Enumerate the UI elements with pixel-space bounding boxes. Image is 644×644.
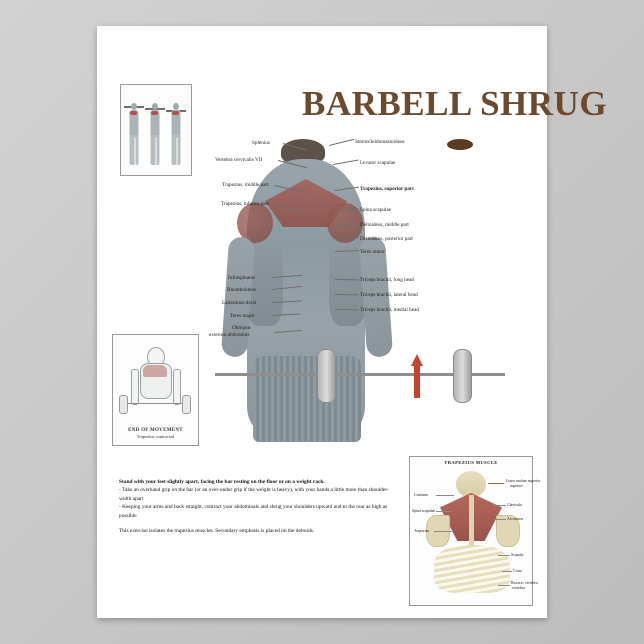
inset-label-clavicula: Clavicula (507, 503, 522, 507)
trapezius-inset-title: TRAPEZIUS MUSCLE (444, 460, 498, 465)
inset-label-spina-scapulae: Spina scapulae (412, 509, 436, 513)
figure-end-of-movement (112, 334, 199, 446)
mini-figure-1 (126, 95, 142, 169)
inset-label-thoracic-2: vertebra (512, 586, 525, 590)
figure-caption-title: END OF MOVEMENT (128, 427, 183, 433)
instructions-bullet-1: - Take an overhand grip on the bar (or an over-under grip if the weight is heavy), with your hands a little more than shoulder-width apart (119, 487, 389, 502)
shorts-shape (253, 356, 361, 442)
label-trapezius-superior: Trapezius, superior part (360, 186, 414, 192)
label-obliquus-externus-1: Obliquus (232, 325, 252, 331)
figure-exercise-sequence (120, 84, 192, 176)
inset-label-trapezius: Trapezius (414, 529, 430, 533)
barbell-plate-left (317, 349, 336, 403)
label-sternocleidomastoideus: Sternocleidomastoideus (355, 139, 405, 145)
inset-label-linea-nuchae-2: superior (510, 484, 523, 488)
inset-label-scapula: Scapula (511, 553, 524, 557)
label-infraspinatus: Infraspinatus (228, 275, 256, 281)
inset-label-thoracic: Thoracic vertebra (510, 581, 538, 585)
label-latissimus-dorsi: Latissimus dorsi (222, 300, 257, 306)
label-triceps-medial-head: Triceps brachii, medial head (360, 307, 419, 313)
label-trapezius-inferior: Trapezius, inferior part (221, 201, 269, 207)
mini-figure-2 (147, 95, 163, 169)
label-triceps-lateral-head: Triceps brachii, lateral head (360, 292, 418, 298)
instructions-lead: Stand with your feet slightly apart, facing the bar resting on the floor or on a weight rack. (119, 479, 325, 485)
page-title: BARBELL SHRUG (302, 84, 608, 123)
brown-ellipse-marker (447, 139, 473, 150)
trapezius-inset-panel (409, 456, 541, 606)
label-triceps-long-head: Triceps brachii, long head (360, 277, 414, 283)
inset-label-costa: Costa (513, 569, 522, 573)
label-obliquus-externus-2: externus abdominis (209, 332, 250, 338)
label-vertebra-cervicalis: Vertebra cervicalis VII (215, 157, 263, 163)
figure-caption (113, 427, 198, 441)
mini-figure-3 (168, 95, 184, 169)
poster-sheet (97, 26, 608, 618)
barbell-plate-right (453, 349, 472, 403)
label-rhomboideus: Rhomboideus (227, 287, 256, 293)
label-spina-scapulae: Spina scapulae (360, 207, 391, 213)
inset-label-acromion: Acromion (507, 517, 523, 521)
label-teres-major: Teres major (230, 313, 255, 319)
inset-label-cranium: Cranium (414, 493, 428, 497)
figure-caption-sub: Trapezius contracted (136, 434, 175, 440)
up-arrow-icon (411, 354, 423, 398)
inset-label-linea-nuchae: Linea nuchae superior (506, 479, 541, 483)
instructions-note: This exercise isolates the trapezius muscles. Secondary emphasis is placed on the deltoids. (119, 527, 315, 534)
instructions-block (119, 478, 401, 542)
label-deltoideus-middle: Deltoideus, middle part (360, 222, 409, 228)
label-trapezius-middle: Trapezius, middle part (222, 182, 269, 188)
label-deltoideus-posterior: Deltoideus, posterior part (360, 236, 413, 242)
label-teres-minor: Teres minor (360, 249, 385, 255)
label-levator-scapulae: Levator scapulae (360, 160, 396, 166)
label-splenius: Splenius (252, 140, 270, 146)
instructions-bullet-2: - Keeping your arms and back straight, contract your abdominals and shrug your shoulders upward and to the rear as high as possible (119, 504, 388, 519)
